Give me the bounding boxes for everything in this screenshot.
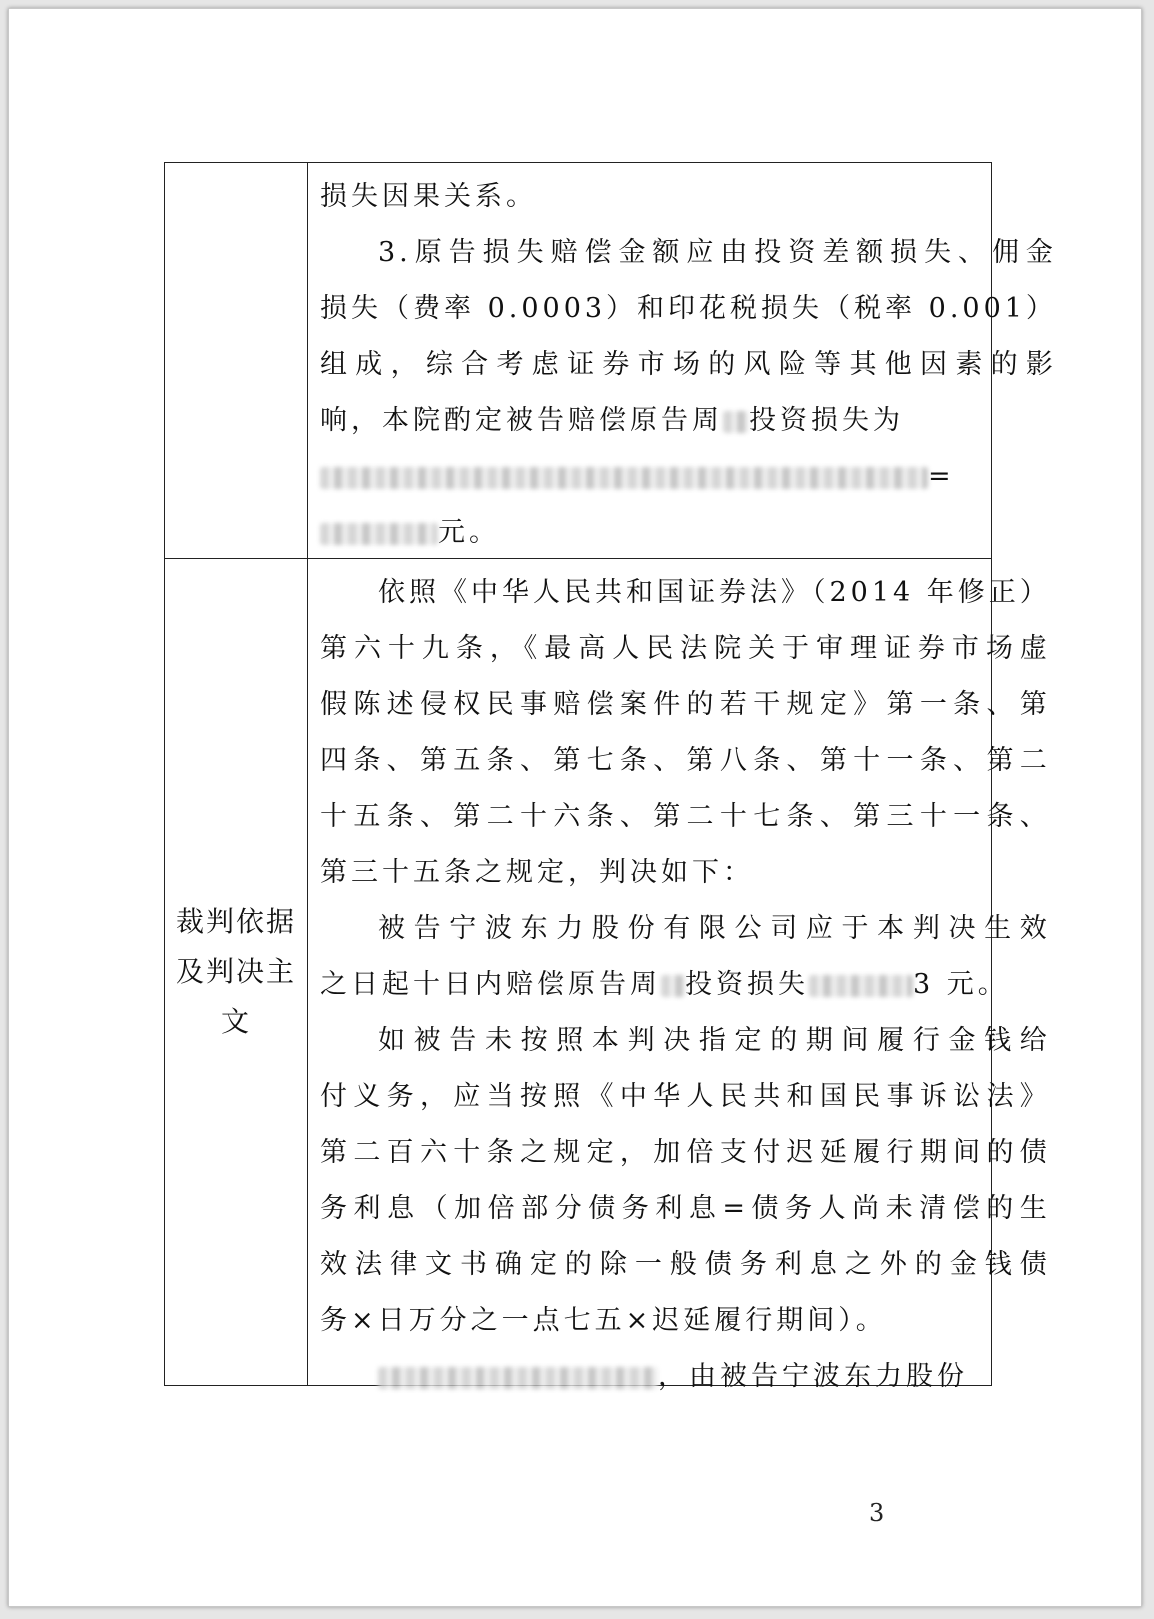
text-line [320, 393, 1057, 449]
text-fragment: 之日起十日内赔偿原告周 [320, 969, 661, 1000]
text-line: 付义务，应当按照《中华人民共和国民事诉讼法》 [320, 1081, 1051, 1112]
table-row [165, 163, 1057, 558]
text-line: 务×日万分之一点七五×迟延履行期间）。 [320, 1305, 887, 1336]
text-fragment: 投资损失为 [749, 405, 904, 436]
text-line: 假陈述侵权民事赔偿案件的若干规定》第一条、第 [320, 689, 1051, 720]
text-line: 3.原告损失赔偿金额应由投资差额损失、佣金 [378, 237, 1057, 268]
document-page [8, 8, 1142, 1607]
label-line: 及判决主 [176, 955, 297, 988]
label-line: 文 [220, 1005, 251, 1038]
text-line: 四条、第五条、第七条、第八条、第十一条、第二 [320, 745, 1051, 776]
redacted-block [378, 1367, 658, 1389]
text-line: 损失（费率 0.0003）和印花税损失（税率 0.001） [320, 293, 1057, 324]
row-label-cell [165, 163, 308, 558]
text-line: 第三十五条之规定，判决如下： [320, 857, 754, 888]
page-number: 3 [869, 1499, 885, 1527]
redacted-block [320, 467, 928, 489]
text-line: 被告宁波东力股份有限公司应于本判决生效 [378, 913, 1051, 944]
text-fragment: 元。 [438, 517, 500, 548]
redacted-block [723, 411, 749, 433]
row-content-cell [308, 559, 1059, 1392]
text-line: 第六十九条，《最高人民法院关于审理证券市场虚 [320, 633, 1051, 664]
redacted-block [661, 975, 685, 997]
row-content-cell [308, 163, 1065, 558]
text-line [320, 1349, 1051, 1405]
text-fragment: = [928, 461, 955, 492]
text-line: 效法律文书确定的除一般债务利息之外的金钱债 [320, 1249, 1051, 1280]
redacted-block [809, 975, 913, 997]
text-fragment: ，由被告宁波东力股份 [658, 1361, 968, 1392]
text-line: 十五条、第二十六条、第二十七条、第三十一条、 [320, 801, 1051, 832]
redacted-block [320, 523, 438, 545]
judgment-table [164, 162, 1057, 1392]
row-label [176, 897, 296, 1047]
label-line: 裁判依据 [176, 905, 297, 938]
text-fragment: 投资损失 [685, 969, 809, 1000]
text-line [320, 957, 1051, 1013]
text-fragment: 响，本院酌定被告赔偿原告周 [320, 405, 723, 436]
text-line [320, 449, 1057, 505]
row-label-cell [165, 559, 308, 1385]
text-fragment: 3 元。 [913, 969, 1009, 1000]
table-row [165, 558, 1051, 1392]
text-line: 第二百六十条之规定，加倍支付迟延履行期间的债 [320, 1137, 1051, 1168]
text-line [320, 505, 1057, 561]
text-line: 组成，综合考虑证券市场的风险等其他因素的影 [320, 349, 1057, 380]
text-line: 如被告未按照本判决指定的期间履行金钱给 [378, 1025, 1051, 1056]
text-line: 依照《中华人民共和国证券法》（2014 年修正） [378, 577, 1051, 608]
text-line: 损失因果关系。 [320, 181, 537, 212]
text-line: 务利息（加倍部分债务利息=债务人尚未清偿的生 [320, 1193, 1051, 1224]
